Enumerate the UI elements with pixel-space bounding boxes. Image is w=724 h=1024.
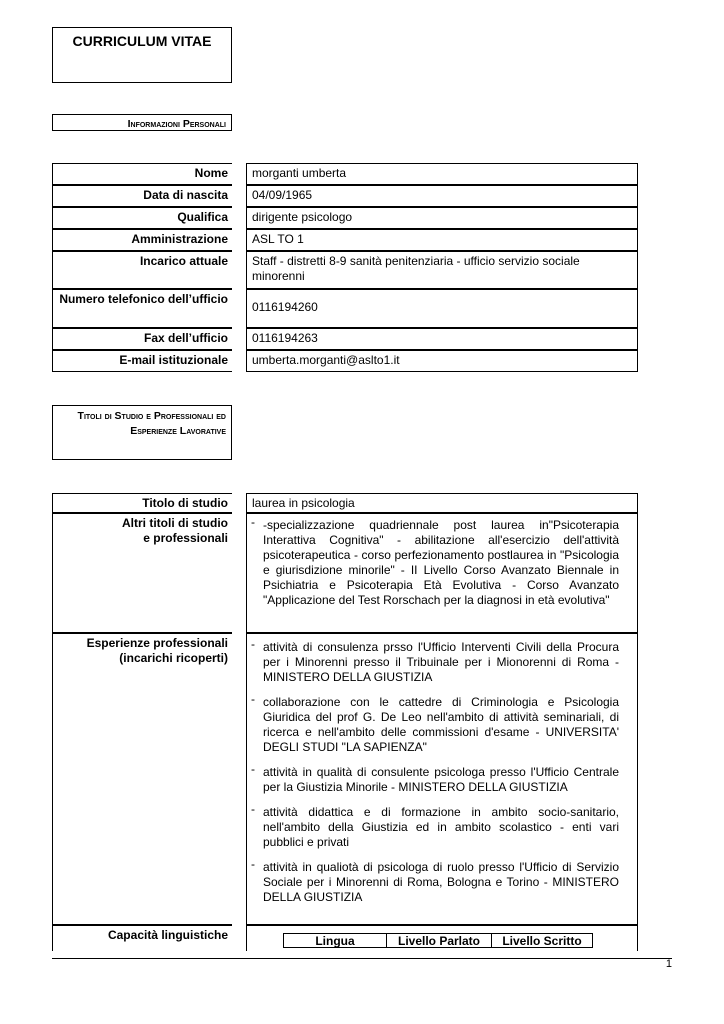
value-fax: 0116194263 — [246, 328, 638, 350]
label-data-nascita: Data di nascita — [52, 185, 232, 207]
value-data-nascita: 04/09/1965 — [246, 185, 638, 207]
label-amministrazione: Amministrazione — [52, 229, 232, 251]
label-fax: Fax dell’ufficio — [52, 328, 232, 350]
label-numero-telefonico: Numero telefonico dell’ufficio — [52, 289, 232, 328]
value-qualifica: dirigente psicologo — [246, 207, 638, 229]
label-capacita-linguistiche: Capacità linguistiche — [52, 925, 232, 951]
label-nome: Nome — [52, 163, 232, 185]
value-esperienze — [246, 633, 638, 925]
label-incarico-attuale: Incarico attuale — [52, 251, 232, 289]
list-item: - attività didattica e di formazione in ambito socio-sanitario, nell'ambito della Giustizia ed in ambito scolastico - enti vari pubblici e privati — [251, 802, 619, 849]
section-header-studies: Titoli di Studio e Professionali ed Esperienze Lavorative — [52, 405, 232, 460]
list-item: - collaborazione con le cattedre di Criminologia e Psicologia Giuridica del prof G. De Leo nell'ambito di attività seminariali, di ricerca e nell'ambito delle commissioni d'esame - UNIVERSITA' DEGLI STUDI "LA SAPIENZA" — [251, 692, 619, 754]
label-esperienze: Esperienze professionali (incarichi ricoperti) — [52, 633, 232, 925]
value-email: umberta.morganti@aslto1.it — [246, 350, 638, 372]
col-livello-parlato: Livello Parlato — [387, 934, 492, 947]
list-item: - attività di consulenza prsso l'Ufficio Interventi Civili della Procura per i Minorenni presso il Tribuinale per i Mionorenni di Roma - MINISTERO DELLA GIUSTIZIA — [251, 637, 619, 684]
value-altri-titoli — [246, 513, 638, 633]
list-item: - attività in qualità di consulente psicologa presso l'Ufficio Centrale per la Giustizia Minorile - MINISTERO DELLA GIUSTIZIA — [251, 762, 619, 794]
footer-divider — [52, 958, 672, 959]
list-item: - attività in qualiotà di psicologa di ruolo presso l'Ufficio di Servizio Sociale per i Minorenni di Roma, Bologna e Torino - MINISTERO DELLA GIUSTIZIA — [251, 857, 619, 904]
col-lingua: Lingua — [284, 934, 387, 947]
label-qualifica: Qualifica — [52, 207, 232, 229]
col-livello-scritto: Livello Scritto — [502, 934, 582, 948]
cv-title: CURRICULUM VITAE — [52, 27, 232, 83]
label-titolo-studio: Titolo di studio — [52, 493, 232, 513]
label-altri-titoli: Altri titoli di studio e professionali — [52, 513, 232, 633]
value-incarico-attuale: Staff - distretti 8-9 sanità penitenziaria - ufficio servizio sociale minorenni — [246, 251, 638, 289]
list-item: - -specializzazione quadriennale post laurea in"Psicoterapia Interattiva Cognitiva" - abilitazione all'esercizio dell'attività psicoterapeutica - corso perfezionamento postlaurea in "Psicologia e giurisdizione minorile" - II Livello Corso Avanzato Biennale in Psichiatria e Psicoterapia Età Evolutiva - Corso Avanzato "Applicazione del Test Rorschach per la diagnosi in età evolutiva" — [251, 515, 619, 607]
value-titolo-studio: laurea in psicologia — [246, 493, 638, 513]
page-number: 1 — [665, 958, 672, 970]
lingue-table-header — [283, 933, 593, 948]
label-email: E-mail istituzionale — [52, 350, 232, 372]
value-nome: morganti umberta — [246, 163, 638, 185]
section-header-personal: Informazioni Personali — [52, 114, 232, 131]
value-numero-telefonico: 0116194260 — [246, 289, 638, 328]
value-amministrazione: ASL TO 1 — [246, 229, 638, 251]
